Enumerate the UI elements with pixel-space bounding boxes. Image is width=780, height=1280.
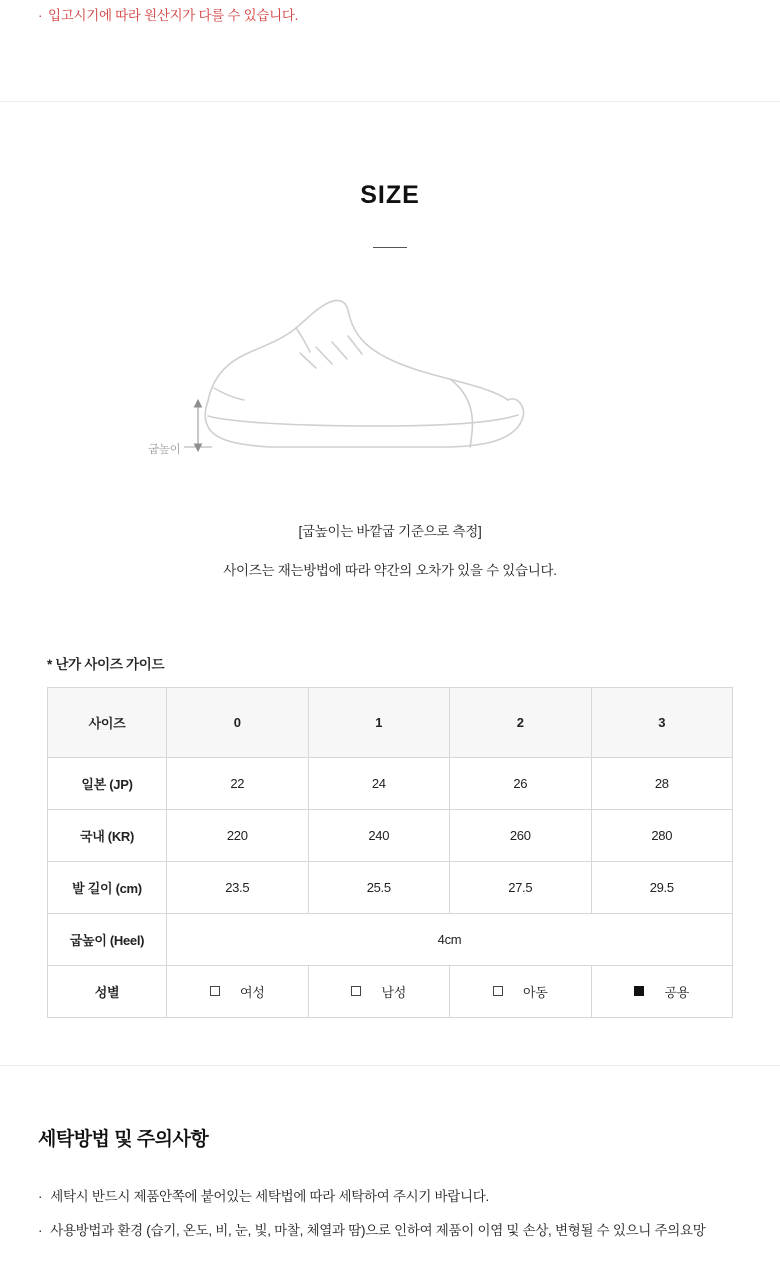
gender-option-kids (450, 966, 592, 1018)
row-label: 국내 (KR) (48, 810, 167, 862)
gender-label: 공용 (664, 985, 690, 1000)
table-cell: 24 (308, 758, 450, 810)
table-row (48, 862, 733, 914)
table-header-cell: 2 (450, 688, 592, 758)
table-row-heel (48, 914, 733, 966)
table-cell: 22 (167, 758, 309, 810)
gender-label: 여성 (239, 985, 265, 1000)
row-label: 일본 (JP) (48, 758, 167, 810)
washing-item-text: 사용방법과 환경 (습기, 온도, 비, 눈, 빛, 마찰, 체열과 땀)으로 인하여 제품이 이염 및 손상, 변형될 수 있으니 주의요망 (50, 1223, 706, 1238)
bullet-icon: · (38, 1223, 43, 1238)
table-header-cell: 3 (591, 688, 733, 758)
washing-list (38, 1186, 738, 1254)
table-cell: 280 (591, 810, 733, 862)
table-header-row (48, 688, 733, 758)
row-label: 발 길이 (cm) (48, 862, 167, 914)
table-cell: 23.5 (167, 862, 309, 914)
checkbox-kids[interactable] (493, 986, 503, 996)
checkbox-men[interactable] (351, 986, 361, 996)
checkbox-women[interactable] (210, 986, 220, 996)
bullet-icon: · (38, 8, 43, 23)
title-divider (373, 247, 407, 248)
measure-note-1: [굽높이는 바깥굽 기준으로 측정] (298, 524, 482, 539)
heel-value-cell: 4cm (167, 914, 733, 966)
bullet-icon: · (38, 1189, 43, 1204)
list-item (38, 1186, 738, 1207)
shoe-illustration (0, 276, 780, 491)
table-cell: 220 (167, 810, 309, 862)
origin-note (38, 4, 298, 24)
table-cell: 240 (308, 810, 450, 862)
row-label: 성별 (48, 966, 167, 1018)
table-cell: 27.5 (450, 862, 592, 914)
table-row-gender (48, 966, 733, 1018)
size-title: SIZE (360, 181, 420, 209)
table-cell: 25.5 (308, 862, 450, 914)
size-section (0, 101, 780, 1066)
size-guide-label: * 난가 사이즈 가이드 (47, 657, 165, 672)
measure-note-2: 사이즈는 재는방법에 따라 약간의 오차가 있을 수 있습니다. (223, 563, 557, 578)
washing-title: 세탁방법 및 주의사항 (38, 1129, 209, 1150)
table-header-cell: 1 (308, 688, 450, 758)
row-label: 굽높이 (Heel) (48, 914, 167, 966)
table-header-cell: 0 (167, 688, 309, 758)
gender-label: 남성 (381, 985, 407, 1000)
washing-item-text: 세탁시 반드시 제품안쪽에 붙어있는 세탁법에 따라 세탁하여 주시기 바랍니다. (50, 1189, 489, 1204)
table-cell: 260 (450, 810, 592, 862)
gender-option-unisex (591, 966, 733, 1018)
table-cell: 28 (591, 758, 733, 810)
origin-note-text: 입고시기에 따라 원산지가 다를 수 있습니다. (48, 8, 299, 23)
heel-height-label: 굽높이 (148, 444, 181, 456)
gender-option-men (308, 966, 450, 1018)
table-row (48, 758, 733, 810)
table-header-cell: 사이즈 (48, 688, 167, 758)
gender-option-women (167, 966, 309, 1018)
gender-label: 아동 (522, 985, 548, 1000)
sneaker-outline-icon (150, 276, 630, 491)
list-item (38, 1220, 738, 1241)
table-row (48, 810, 733, 862)
table-cell: 29.5 (591, 862, 733, 914)
checkbox-unisex[interactable] (634, 986, 644, 996)
table-cell: 26 (450, 758, 592, 810)
size-table (47, 687, 733, 1018)
